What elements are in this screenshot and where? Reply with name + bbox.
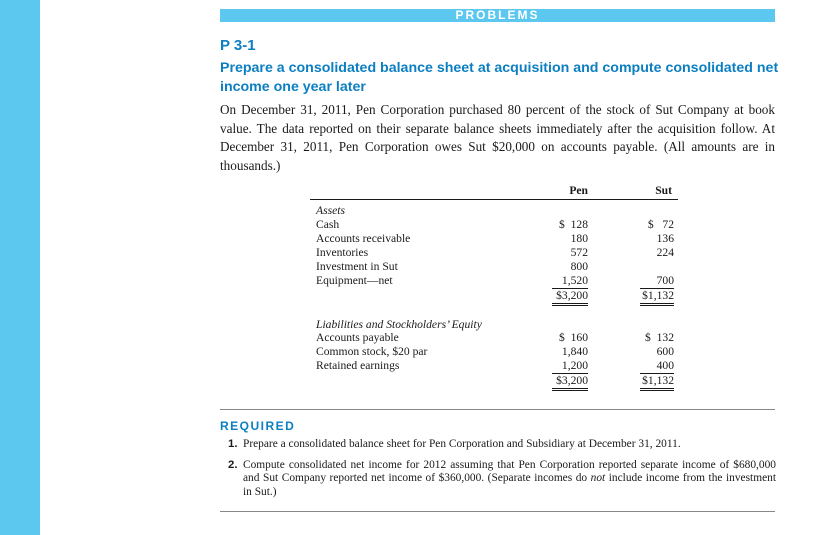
cell-pen: 572 (570, 246, 588, 259)
row-label: Investment in Sut (316, 260, 398, 273)
cell-sut: $ 72 (647, 218, 674, 231)
item-number: 2. (228, 459, 238, 471)
required-item (228, 438, 776, 451)
cell-sut: $ 132 (645, 331, 674, 344)
cell-pen: $ 128 (559, 218, 588, 231)
row-label: Accounts payable (316, 331, 399, 344)
item-number: 1. (228, 438, 238, 450)
required-heading: REQUIRED (220, 419, 296, 433)
header-rule (310, 199, 678, 200)
required-item (228, 459, 776, 499)
item-text-part: include income from the investment in Sut.) (243, 472, 776, 498)
row-label: Inventories (316, 246, 369, 259)
side-color-strip (0, 0, 40, 535)
problem-title: Prepare a consolidated balance sheet at acquisition and compute consolidated net income one year later (220, 60, 779, 95)
cell-pen: 180 (570, 232, 588, 245)
bottom-rule (220, 511, 775, 512)
cell-pen: $ 160 (559, 331, 588, 344)
total-assets-sut: $1,132 (640, 289, 674, 306)
row-label: Equipment—net (316, 274, 393, 287)
row-label: Cash (316, 218, 340, 231)
problems-banner (220, 9, 775, 22)
row-label: Accounts receivable (316, 232, 411, 245)
column-header-sut: Sut (655, 184, 672, 197)
row-label: Retained earnings (316, 359, 400, 372)
cell-sut: 600 (656, 345, 674, 358)
total-assets-pen: $3,200 (552, 289, 588, 306)
item-text: Prepare a consolidated balance sheet for Pen Corporation and Subsidiary at December 31, 2011. (243, 438, 681, 450)
item-text (243, 459, 776, 499)
total-liabilities-pen: $3,200 (552, 374, 588, 391)
item-text-emphasis: not (590, 472, 606, 485)
cell-sut: 700 (640, 274, 674, 289)
column-header-pen: Pen (569, 184, 588, 197)
total-liabilities-sut: $1,132 (640, 374, 674, 391)
cell-sut: 224 (656, 246, 674, 259)
problem-number: P 3-1 (220, 37, 256, 54)
row-label: Common stock, $20 par (316, 345, 428, 358)
cell-pen: 1,520 (552, 274, 588, 289)
cell-pen: 800 (570, 260, 588, 273)
item-text-part: Compute consolidated net income for 2012 assuming that Pen Corporation reported separate income of $680,000 and Sut Company reported net income of $360,000. (Separate incomes do (243, 459, 776, 485)
liabilities-heading: Liabilities and Stockholders’ Equity (316, 318, 482, 331)
cell-pen: 1,200 (552, 359, 588, 374)
cell-sut: 400 (640, 359, 674, 374)
assets-heading: Assets (316, 204, 345, 217)
banner-label: PROBLEMS (455, 8, 540, 22)
cell-pen: 1,840 (561, 345, 588, 358)
problem-intro: On December 31, 2011, Pen Corporation purchased 80 percent of the stock of Sut Company at book value. The data reported on their separate balance sheets immediately after the acquisition follow. At December 31, 2011, Pen Corporation owes Sut $20,000 on accounts payable. (All amounts are in thousands.) (220, 102, 775, 173)
section-divider (220, 409, 775, 410)
cell-sut: 136 (656, 232, 674, 245)
